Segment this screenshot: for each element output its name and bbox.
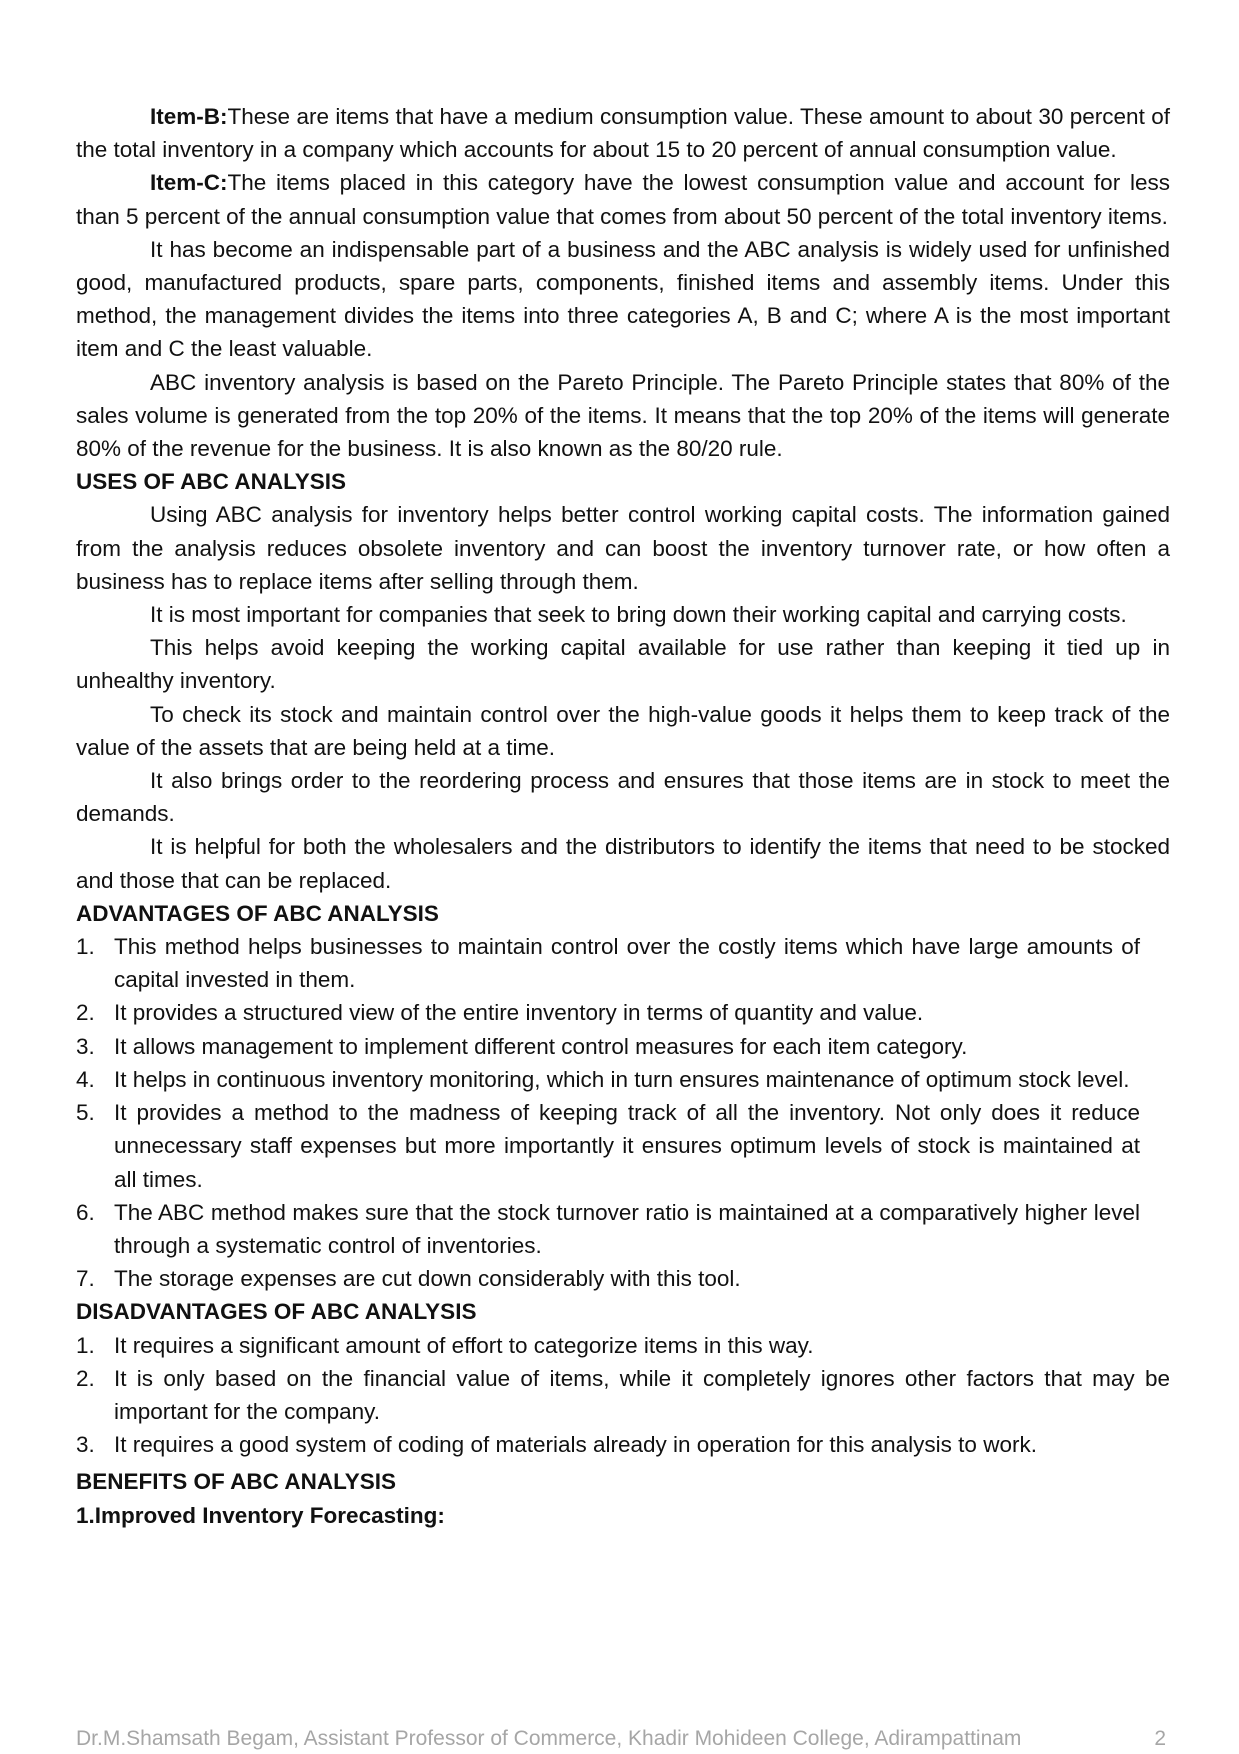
footer-author: Dr.M.Shamsath Begam, Assistant Professor of Commerce, Khadir Mohideen College, Adirampattinam	[76, 1727, 1022, 1750]
paragraph-item-b	[76, 100, 1170, 166]
advantages-heading: ADVANTAGES OF ABC ANALYSIS	[76, 900, 439, 926]
list-number: 5.	[76, 1100, 95, 1126]
list-number: 2.	[76, 1365, 95, 1391]
benefits-subheading: 1.Improved Inventory Forecasting:	[76, 1502, 445, 1528]
list-text: This method helps businesses to maintain control over the costly items which have large amounts of capital invested in them.	[114, 934, 1140, 993]
list-item	[76, 1362, 1170, 1428]
list-number: 7.	[76, 1266, 95, 1292]
uses-paragraph: Using ABC analysis for inventory helps better control working capital costs. The information gained from the analysis reduces obsolete inventory and can boost the inventory turnover rate, or how often a business has to replace items after selling through them.	[76, 502, 1170, 594]
uses-paragraph: It is helpful for both the wholesalers and the distributors to identify the items that need to be stocked and those that can be replaced.	[76, 834, 1170, 893]
item-c-label: Item-C:	[150, 170, 228, 196]
paragraph-indispensable: It has become an indispensable part of a business and the ABC analysis is widely used for unfinished good, manufactured products, spare parts, components, finished items and assembly items. Under this method, the management divides the items into three categories A, B and C; where A is the most important item and C the least valuable.	[76, 236, 1170, 362]
list-number: 3.	[76, 1033, 95, 1059]
list-item	[76, 930, 1170, 996]
uses-heading: USES OF ABC ANALYSIS	[76, 469, 347, 495]
paragraph-pareto: ABC inventory analysis is based on the Pareto Principle. The Pareto Principle states that 80% of the sales volume is generated from the top 20% of the items. It means that the top 20% of the items will generate 80% of the revenue for the business. It is also known as the 80/20 rule.	[76, 369, 1170, 462]
list-text: It is only based on the financial value of items, while it completely ignores other factors that may be important for the company.	[114, 1365, 1170, 1424]
list-item	[76, 1030, 1170, 1063]
list-number: 1.	[76, 1332, 95, 1358]
list-item	[76, 1196, 1170, 1262]
list-text: The ABC method makes sure that the stock turnover ratio is maintained at a comparatively higher level through a systematic control of inventories.	[114, 1199, 1140, 1258]
list-item	[76, 1096, 1170, 1196]
list-number: 6.	[76, 1199, 95, 1225]
page-number: 2	[1154, 1727, 1166, 1750]
uses-paragraph: This helps avoid keeping the working capital available for use rather than keeping it tied up in unhealthy inventory.	[76, 635, 1170, 694]
disadvantages-list	[76, 1329, 1170, 1462]
list-text: It allows management to implement different control measures for each item category.	[114, 1033, 968, 1059]
list-item	[76, 996, 1170, 1029]
uses-paragraph: To check its stock and maintain control over the high-value goods it helps them to keep track of the value of the assets that are being held at a time.	[76, 701, 1170, 760]
list-text: The storage expenses are cut down considerably with this tool.	[114, 1266, 741, 1292]
advantages-list	[76, 930, 1170, 1295]
uses-paragraph: It is most important for companies that seek to bring down their working capital and carrying costs.	[150, 602, 1127, 628]
list-text: It helps in continuous inventory monitoring, which in turn ensures maintenance of optimum stock level.	[114, 1066, 1130, 1092]
list-number: 4.	[76, 1066, 95, 1092]
disadvantages-heading: DISADVANTAGES OF ABC ANALYSIS	[76, 1299, 477, 1325]
benefits-heading: BENEFITS OF ABC ANALYSIS	[76, 1469, 397, 1495]
list-text: It requires a good system of coding of materials already in operation for this analysis to work.	[114, 1432, 1037, 1458]
list-number: 2.	[76, 1000, 95, 1026]
list-item	[76, 1428, 1170, 1461]
item-b-label: Item-B:	[150, 104, 228, 129]
item-c-text: The items placed in this category have the lowest consumption value and account for less than 5 percent of the annual consumption value that comes from about 50 percent of the total inventory items.	[76, 170, 1170, 229]
uses-paragraph: It also brings order to the reordering process and ensures that those items are in stock to meet the demands.	[76, 768, 1170, 827]
list-text: It requires a significant amount of effort to categorize items in this way.	[114, 1332, 814, 1358]
paragraph-item-c	[76, 166, 1170, 232]
list-number: 1.	[76, 934, 95, 960]
page-footer	[76, 1727, 1166, 1751]
list-item	[76, 1329, 1170, 1362]
list-item	[76, 1262, 1170, 1295]
document-body	[76, 100, 1170, 1532]
item-b-text: These are items that have a medium consumption value. These amount to about 30 percent of the total inventory in a company which accounts for about 15 to 20 percent of annual consumption value.	[76, 104, 1170, 163]
list-number: 3.	[76, 1432, 95, 1458]
list-text: It provides a method to the madness of keeping track of all the inventory. Not only does it reduce unnecessary staff expenses but more importantly it ensures optimum levels of stock is maintained at all times.	[114, 1100, 1140, 1192]
list-item	[76, 1063, 1170, 1096]
list-text: It provides a structured view of the entire inventory in terms of quantity and value.	[114, 1000, 924, 1026]
